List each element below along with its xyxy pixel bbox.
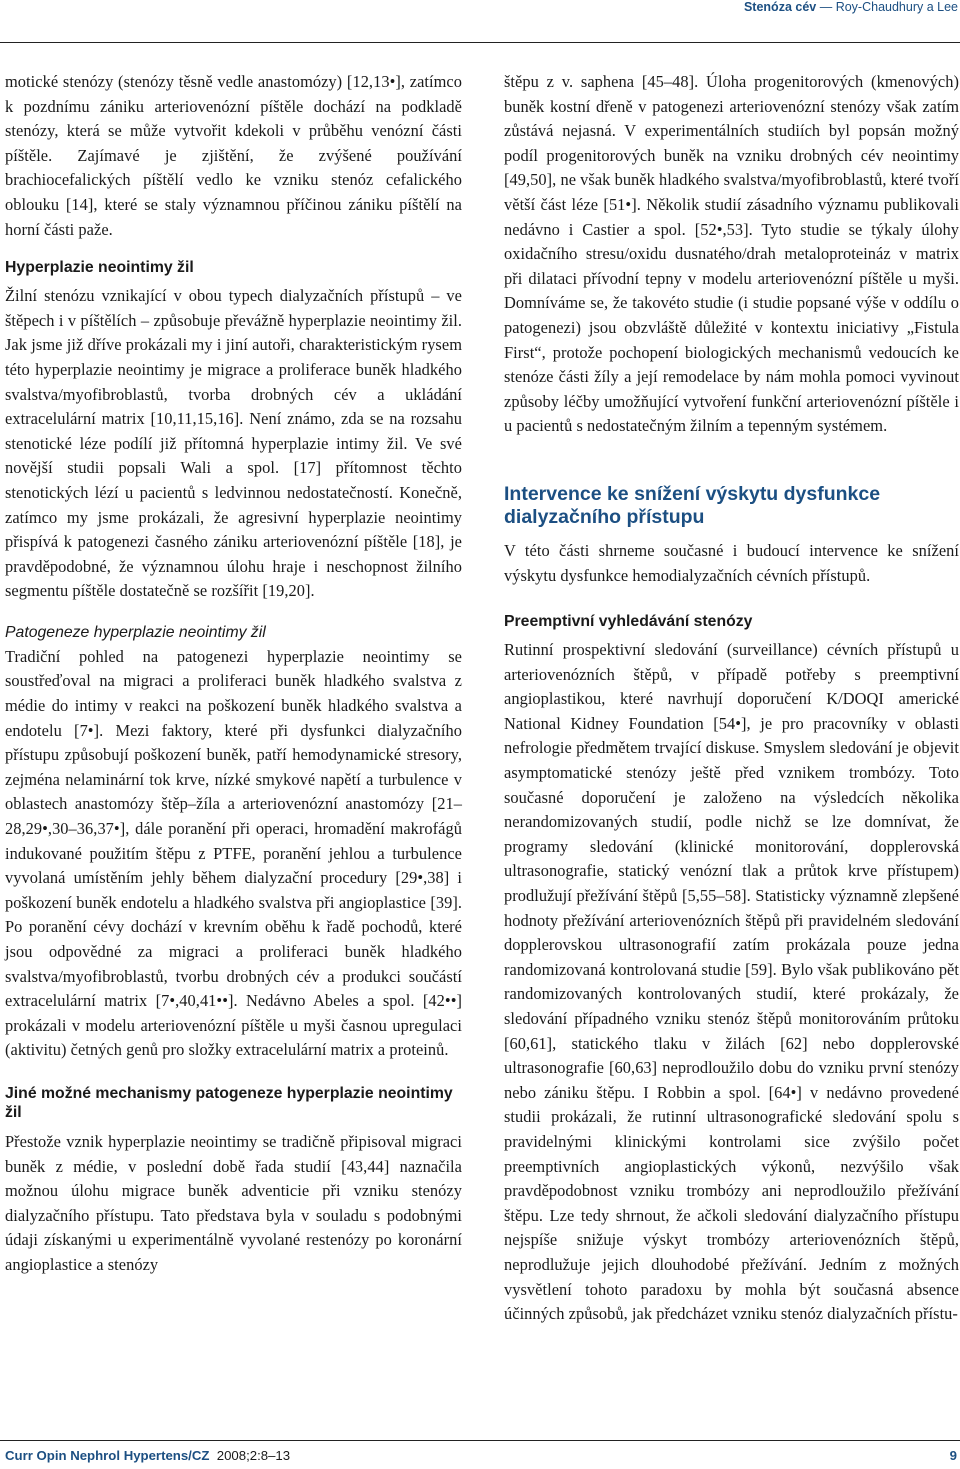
footer-journal-name: Curr Opin Nephrol Hypertens/CZ <box>5 1448 210 1463</box>
paragraph-hyperplazie: Žilní stenózu vznikající v obou typech dialyzačních přístupů – ve štěpech i v píštělích – způsobuje převážně hyperplazie neointimy žil. Jak jsme již dříve prokázali my i jiní autoři, charakteristickým rysem této hyperplazie neointimy je migrace a proliferace buněk hladkého svalstva/myofibroblastů, tvorba drobných cév a ukládání extracelulární matrix [10,11,15,16]. Není známo, zda se na rozsahu stenotické léze podílí již přítomná hyperplazie intimy žil. Ve své novější studii popsali Wali a spol. [17] přítomnost těchto stenotických lézí u pacientů s ledvinnou nedostatečností. Konečně, zatímco my jsme prokázali, že agresivní hyperplazie neointimy přispívá k patogenezi časného zániku arteriovenózní píštěle [18], je pravděpodobné, že významnou úlohu hraje i neschopnost žilního segmentu píštěle dostatečně se rozšířit [19,20]. <box>5 286 462 601</box>
paragraph-preemptivni: Rutinní prospektivní sledování (surveillance) cévních přístupů u arteriovenózních štěpů, v případě potřeby s preemptivní angioplastikou, které navrhují doporučení K/DOQI americké National Kidney Foundation [54•], je pro pracovníky v oblasti nefrologie předmětem trvající diskuse. Smyslem sledování je objevit asymptomatické stenózy ještě před vznikem trombózy. Toto současné doporučení je založeno na výsledcích několika nerandomizovaných studií, podle nichž se lze domnívat, že programy sledování (klinické monitorování, dopplerovská ultrasonografie, statický venózní tlak a průtok krve přístupem) prodlužují přežívání štěpů [5,55–58]. Statisticky významně zlepšené hodnoty přežívání arteriovenózních štěpů při pravidelném sledování dopplerovskou ultrasonografií zatím prokázala pouze jedna randomizovaná kontrolovaná studie [59]. Bylo však publikováno pět randomizovaných kontrolovaných studií, které prokázaly, že sledování případného vzniku stenóz štěpů monitorováním průtoku [60,61], statického tlaku v žilách [62] nebo dopplerovské ultrasonografie [60,63] neprodloužilo dobu do vzniku první stenózy nebo zániku štěpu. I Robbin a spol. [64•] v nedávno provedené studii prokázali, že rutinní ultrasonografické sledování spolu s pravidelnými klinickými kontrolami sice zvýšilo počet preemptivních angioplastických výkonů, nezvýšilo však pravděpodobnost vzniku trombózy ani neprodloužilo přežívání štěpu. Lze tedy shrnout, že ačkoli sledování dialyzačního přístupu nejspíše snižuje výskyt trombózy arteriovenózních štěpů, neprodlužuje jejich dlouhodobé přežívání. Jedním z možných vysvětlení tohoto paradoxu by mohla být současná absence účinných způsobů, jak předcházet vzniku stenóz dialyzačních přístu- <box>504 640 959 1324</box>
left-column <box>5 70 462 1278</box>
footer-rule <box>0 1440 960 1441</box>
running-header-title: Stenóza cév <box>743 0 817 14</box>
heading-preemptivni: Preemptivní vyhledávání stenózy <box>504 613 753 631</box>
heading-patogeneze: Patogeneze hyperplazie neointimy žil <box>5 623 266 641</box>
heading-intervence: Intervence ke snížení výskytu dysfunkce dialyzačního přístupu <box>504 482 881 528</box>
paragraph-intervence: V této části shrneme současné i budoucí intervence ke snížení výskytu dysfunkce hemodialyzačních cévních přístupů. <box>504 540 959 585</box>
footer-volume: 2008;2:8–13 <box>216 1448 291 1463</box>
header-rule <box>0 42 960 43</box>
paragraph-jine-mechanismy: Přestože vznik hyperplazie neointimy se tradičně připisoval migraci buněk z médie, v poslední době řada studií [43,44] naznačila možnou úlohu migrace buněk adventicie při vzniku stenózy dialyzačního přístupu. Tato představa byla v souladu s podobnými údaji získanými u experimentálně vyvolané restenózy po koronární angioplastice a stenózy <box>5 1131 462 1274</box>
paragraph-patogeneze: Tradiční pohled na patogenezi hyperplazie neointimy se soustřeďoval na migraci a proliferaci buněk hladkého svalstva z médie do intimy v reakci na poškození buněk hladkého svalstva a endotelu [7•]. Mezi faktory, které při dysfunkci dialyzačního přístupu způsobují poškození buněk, patří hemodynamické stresory, zejména nelaminární tok krve, nízké smykové napětí a turbulence v oblastech anastomózy štěp–žíla a arteriovenózní anastomózy [21–28,29•,30–36,37•], dále poranění při operaci, hromadění makrofágů indukované použitím štěpu z PTFE, poranění jehlou a turbulence vyvolaná umístěním jehly během dialyzační procedury [29•,38] i poškození buněk endotelu a hladkého svalstva při angioplastice [39]. Po poranění cévy dochází v krevním oběhu k řadě pochodů, které jsou odpovědné za migraci a proliferaci buněk hladkého svalstva/myofibroblastů, tvorbu drobných cév a produkci součástí extracelulární matrix [7•,40,41••]. Nedávno Abeles a spol. [42••] prokázali v modelu arteriovenózní píštěle u myši časnou upregulaci (aktivitu) četných genů pro složky extracelulární matrix a proteinů. <box>5 646 462 1060</box>
footer-journal <box>5 1448 290 1464</box>
page-number: 9 <box>949 1448 957 1463</box>
heading-hyperplazie: Hyperplazie neointimy žil <box>5 259 194 277</box>
right-column <box>504 70 959 1327</box>
running-header-authors: Roy-Chaudhury a Lee <box>835 0 958 14</box>
heading-jine-mechanismy: Jiné možné mechanismy patogeneze hyperplazie neointimy žil <box>5 1084 453 1121</box>
running-header <box>0 0 960 20</box>
paragraph-progenitor: štěpu z v. saphena [45–48]. Úloha progenitorových (kmenových) buněk kostní dřeně v patogenezi arteriovenózní stenózy však zatím zůstává nejasná. V experimentálních studiích byl popsán možný podíl progenitorových buněk na vzniku drobných cév neointimy [49,50], ne však buněk hladkého svalstva/myofibroblastů, které tvoří větší část léze [51•]. Několik studií zásadního významu publikovali nedávno i Castier a spol. [52•,53]. Tyto studie se týkaly úlohy oxidačního stresu/oxidu dusnatého/drah metaloproteináz v matrix při dilataci přívodní tepny v modelu arteriovenózní píštěle u myši. Domníváme se, že takovéto studie (i studie popsané výše v oddílu o patogenezi) jsou obzvláště důležité v kontextu iniciativy „Fistula First“, protože pochopení biologických mechanismů vedoucích ke stenóze části žíly a její remodelace by nám mohla pomoci vyvinout způsoby léčby umožňující vytvoření funkční arteriovenózní píštěle i u pacientů s nedostatečným žilním a tepenným systémem. <box>504 72 959 436</box>
running-header-separator: — <box>819 0 833 14</box>
paragraph-stenosis-intro: motické stenózy (stenózy těsně vedle anastomózy) [12,13•], zatímco k pozdnímu zániku arteriovenózní píštěle dochází na podkladě stenózy, která se může vytvořit kdekoli v průběhu venózní části píštěle. Zajímavé je zjištění, že zvýšené používání brachiocefalických píštělí vedlo ke vzniku stenóz cefalického oblouku [14], které se staly významnou příčinou zániku píštělí na horní části paže. <box>5 72 462 239</box>
